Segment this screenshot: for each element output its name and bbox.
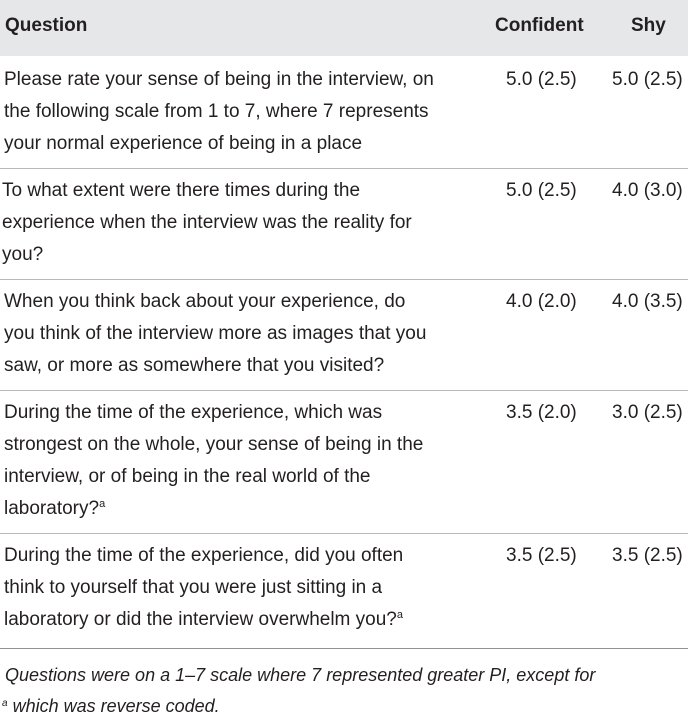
shy-value: 3.0 (2.5): [612, 402, 683, 423]
question-line: To what extent were there times during the: [2, 180, 361, 201]
footnote-marker: a: [2, 698, 8, 709]
question-line-text: laboratory or did the interview overwhelm you?: [4, 609, 397, 630]
shy-value: 4.0 (3.5): [612, 291, 683, 312]
footnote-marker: a: [99, 498, 106, 510]
question-text: [4, 64, 484, 160]
shy-value: 3.5 (2.5): [612, 545, 683, 566]
question-line: the following scale from 1 to 7, where 7 represents: [4, 101, 429, 122]
header-shy: Shy: [631, 15, 666, 36]
shy-value: 4.0 (3.0): [612, 180, 683, 201]
question-line: your normal experience of being in a place: [4, 133, 363, 154]
row-divider: [0, 279, 688, 280]
question-text: [4, 540, 484, 636]
question-line: [4, 493, 484, 525]
confident-value: 3.5 (2.5): [506, 545, 577, 566]
question-line: you think of the interview more as images that you: [4, 323, 427, 344]
question-text: [4, 397, 484, 525]
question-text: [2, 175, 482, 271]
question-line: strongest on the whole, your sense of being in the: [4, 434, 424, 455]
question-line: interview, or of being in the real world of the: [4, 466, 371, 487]
header-question: Question: [5, 15, 88, 36]
question-line: you?: [2, 244, 44, 265]
question-line: During the time of the experience, did you often: [4, 545, 404, 566]
row-divider: [0, 168, 688, 169]
shy-value: 5.0 (2.5): [612, 69, 683, 90]
question-line: Please rate your sense of being in the interview, on: [4, 69, 434, 90]
footnote-marker: a: [396, 609, 403, 621]
table-header-row: [0, 0, 688, 56]
confident-value: 5.0 (2.5): [506, 180, 577, 201]
question-line: think to yourself that you were just sitting in a: [4, 577, 383, 598]
question-line: During the time of the experience, which was: [4, 402, 383, 423]
confident-value: 5.0 (2.5): [506, 69, 577, 90]
question-text: [4, 286, 484, 382]
confident-value: 4.0 (2.0): [506, 291, 577, 312]
question-line: experience when the interview was the reality for: [2, 212, 412, 233]
question-line: saw, or more as somewhere that you visited?: [4, 355, 385, 376]
row-divider: [0, 390, 688, 391]
footnote-line: Questions were on a 1–7 scale where 7 represented greater PI, except for: [5, 665, 596, 685]
header-confident: Confident: [495, 15, 584, 36]
row-divider: [0, 533, 688, 534]
question-line-text: laboratory?: [4, 498, 100, 519]
question-line: When you think back about your experience, do: [4, 291, 406, 312]
footnote-line: [0, 691, 688, 722]
question-line: [4, 604, 484, 636]
footnote-line-text: which was reverse coded.: [12, 696, 220, 716]
confident-value: 3.5 (2.0): [506, 402, 577, 423]
table-bottom-rule: [0, 648, 688, 649]
